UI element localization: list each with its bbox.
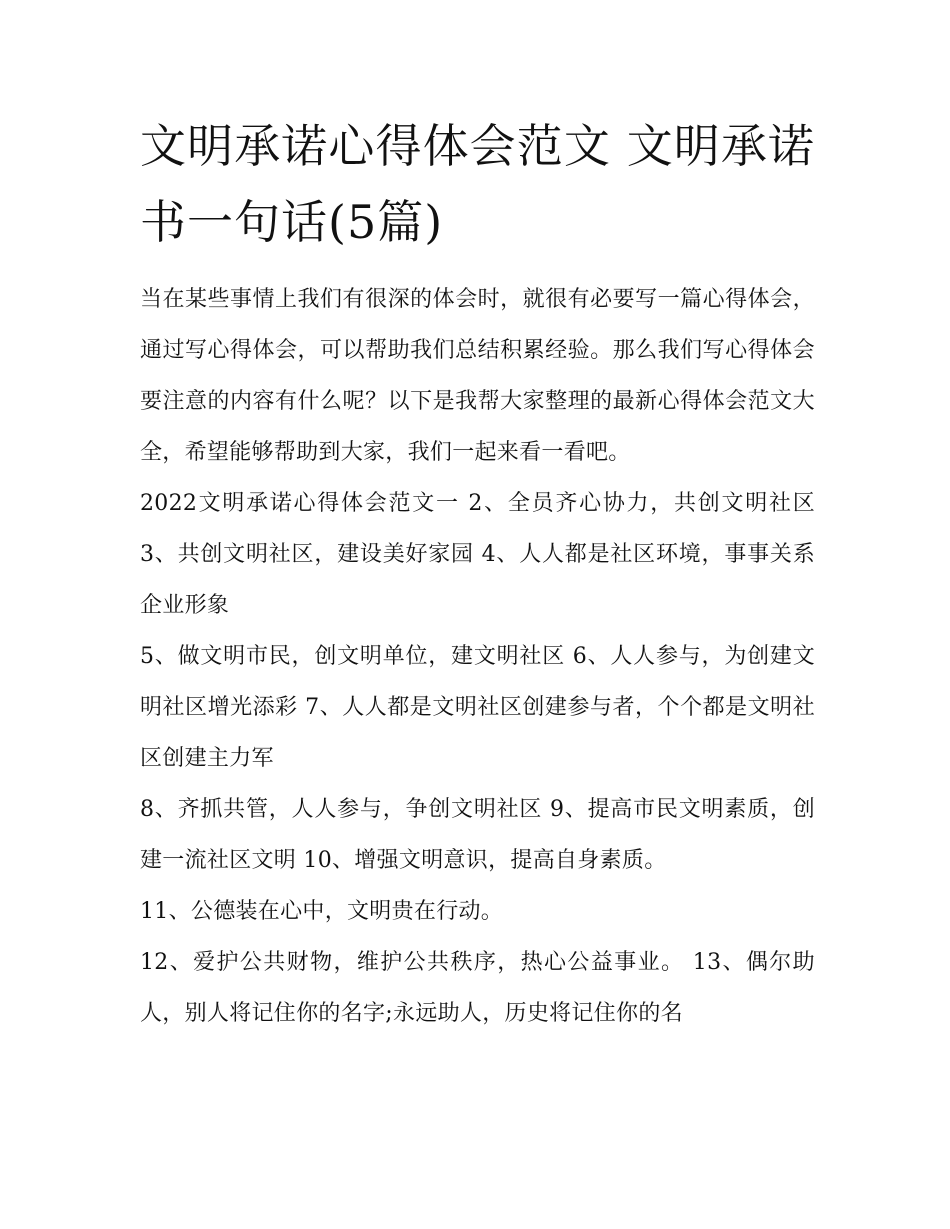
- slogan-paragraph-5: 12、爱护公共财物，维护公共秩序，热心公益事业。 13、偶尔助人，别人将记住你的名字;永远助人，历史将记住你的名: [140, 950, 815, 1026]
- intro-paragraph: 当在某些事情上我们有很深的体会时，就很有必要写一篇心得体会，通过写心得体会，可以帮助我们总结积累经验。那么我们写心得体会要注意的内容有什么呢？以下是我帮大家整理的最新心得体会范文大全，希望能够帮助到大家，我们一起来看一看吧。: [140, 287, 815, 465]
- document-body: [140, 108, 815, 1039]
- document-title: 文明承诺心得体会范文 文明承诺书一句话(5篇): [140, 119, 815, 249]
- slogan-paragraph-1: 2022文明承诺心得体会范文一 2、全员齐心协力，共创文明社区 3、共创文明社区，建设美好家园 4、人人都是社区环境，事事关系企业形象: [140, 491, 815, 618]
- slogan-paragraph-4: 11、公德装在心中，文明贵在行动。: [140, 899, 504, 924]
- slogan-paragraph-2: 5、做文明市民，创文明单位，建文明社区 6、人人参与，为创建文明社区增光添彩 7、人人都是文明社区创建参与者，个个都是文明社区创建主力军: [140, 644, 815, 771]
- slogan-paragraph-3: 8、齐抓共管，人人参与，争创文明社区 9、提高市民文明素质，创建一流社区文明 10、增强文明意识，提高自身素质。: [140, 797, 815, 873]
